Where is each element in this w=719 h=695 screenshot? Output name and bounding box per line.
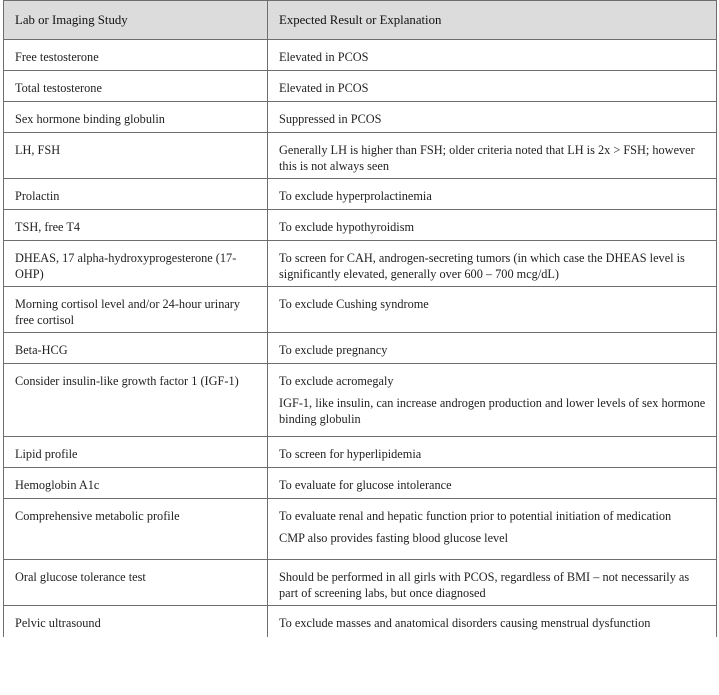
table-row — [4, 560, 717, 606]
cell-result — [268, 606, 717, 637]
result-paragraph: Elevated in PCOS — [279, 81, 369, 95]
result-paragraph: To exclude hypothyroidism — [279, 220, 415, 234]
cell-study: TSH, free T4 — [4, 210, 268, 241]
cell-result — [268, 133, 717, 179]
table-row — [4, 468, 717, 499]
cell-study: Lipid profile — [4, 437, 268, 468]
cell-result — [268, 71, 717, 102]
table-row — [4, 210, 717, 241]
table-body — [4, 40, 717, 637]
result-paragraph: Should be performed in all girls with PCOS, regardless of BMI – not necessarily as part of screening labs, but once diagnosed — [279, 570, 690, 600]
table-row — [4, 102, 717, 133]
cell-result — [268, 333, 717, 364]
cell-result — [268, 179, 717, 210]
header-result: Expected Result or Explanation — [268, 1, 717, 40]
result-paragraph: To exclude masses and anatomical disorders causing menstrual dysfunction — [279, 616, 651, 630]
cell-study: Free testosterone — [4, 40, 268, 71]
table-row — [4, 364, 717, 437]
cell-study: Consider insulin-like growth factor 1 (IGF-1) — [4, 364, 268, 437]
cell-result — [268, 468, 717, 499]
cell-study: Oral glucose tolerance test — [4, 560, 268, 606]
result-paragraph: CMP also provides fasting blood glucose level — [279, 531, 509, 545]
cell-result — [268, 102, 717, 133]
cell-result — [268, 437, 717, 468]
cell-study: DHEAS, 17 alpha-hydroxyprogesterone (17-OHP) — [4, 241, 268, 287]
cell-result — [268, 364, 717, 437]
result-paragraph: To exclude pregnancy — [279, 343, 388, 357]
table-row — [4, 179, 717, 210]
table-row — [4, 40, 717, 71]
result-paragraph: To exclude Cushing syndrome — [279, 297, 429, 311]
cell-study: Prolactin — [4, 179, 268, 210]
table-row — [4, 287, 717, 333]
cell-result — [268, 241, 717, 287]
cell-study: LH, FSH — [4, 133, 268, 179]
table-row — [4, 71, 717, 102]
table-row — [4, 499, 717, 560]
result-paragraph: IGF-1, like insulin, can increase androgen production and lower levels of sex hormone binding globulin — [279, 396, 706, 426]
cell-study: Total testosterone — [4, 71, 268, 102]
result-paragraph: To evaluate renal and hepatic function prior to potential initiation of medication — [279, 509, 672, 523]
result-paragraph: Elevated in PCOS — [279, 50, 369, 64]
cell-study: Beta-HCG — [4, 333, 268, 364]
header-study: Lab or Imaging Study — [4, 1, 268, 40]
result-paragraph: To evaluate for glucose intolerance — [279, 478, 452, 492]
cell-study: Sex hormone binding globulin — [4, 102, 268, 133]
cell-study: Hemoglobin A1c — [4, 468, 268, 499]
table-row — [4, 606, 717, 637]
table-header-row — [4, 1, 717, 40]
cell-result — [268, 40, 717, 71]
table-row — [4, 133, 717, 179]
cell-result — [268, 287, 717, 333]
cell-result — [268, 560, 717, 606]
result-paragraph: To screen for hyperlipidemia — [279, 447, 422, 461]
lab-imaging-table — [3, 0, 717, 637]
cell-result — [268, 499, 717, 560]
result-paragraph: Generally LH is higher than FSH; older criteria noted that LH is 2x > FSH; however this is not always seen — [279, 143, 695, 173]
result-paragraph: To screen for CAH, androgen-secreting tumors (in which case the DHEAS level is significantly elevated, generally over 600 – 700 mcg/dL) — [279, 251, 685, 281]
table-row — [4, 333, 717, 364]
result-paragraph: Suppressed in PCOS — [279, 112, 382, 126]
table-row — [4, 241, 717, 287]
result-paragraph: To exclude hyperprolactinemia — [279, 189, 432, 203]
cell-result — [268, 210, 717, 241]
cell-study: Pelvic ultrasound — [4, 606, 268, 637]
cell-study: Morning cortisol level and/or 24-hour urinary free cortisol — [4, 287, 268, 333]
cell-study: Comprehensive metabolic profile — [4, 499, 268, 560]
table-row — [4, 437, 717, 468]
result-paragraph: To exclude acromegaly — [279, 374, 394, 388]
